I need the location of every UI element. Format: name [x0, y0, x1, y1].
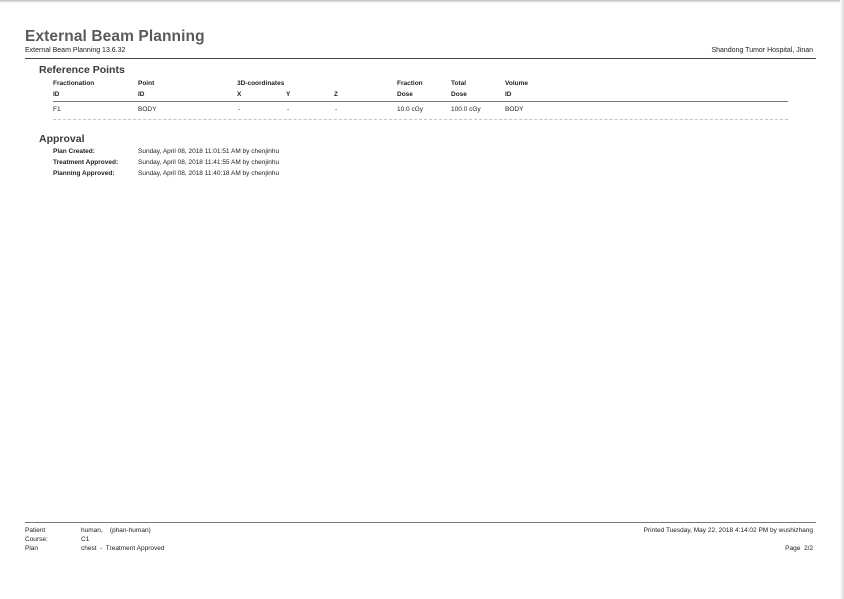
table-header-divider	[53, 101, 788, 102]
course-value: C1	[81, 536, 90, 543]
footer-divider	[25, 522, 816, 523]
plan-label: Plan	[25, 545, 39, 552]
plan-created-label: Plan Created:	[53, 148, 95, 155]
hospital-name: Shandong Tumor Hospital, Jinan	[711, 47, 813, 54]
reference-points-title: Reference Points	[39, 64, 125, 76]
col-fraction-dose-header: Fraction Dose	[397, 80, 423, 98]
col-x-header: X	[237, 91, 242, 98]
planning-approved-label: Planning Approved:	[53, 170, 115, 177]
header-divider	[25, 58, 816, 59]
document-title: External Beam Planning	[25, 28, 205, 45]
table-row-divider	[53, 119, 788, 120]
cell-fraction-dose: 10.0 cGy	[397, 106, 424, 113]
treatment-approved-value: Sunday, April 08, 2018 11:41:55 AM by chenjinhu	[138, 159, 280, 166]
plan-value: chest - Treatment Approved	[81, 545, 165, 552]
cell-x: -	[238, 106, 241, 113]
treatment-approved-label: Treatment Approved:	[53, 159, 119, 166]
col-y-header: Y	[286, 91, 291, 98]
printed-info: Printed Tuesday, May 22, 2018 4:14:02 PM by wushizhang	[643, 527, 813, 534]
col-fractionation-header: Fractionation ID	[53, 80, 95, 98]
page-right-edge	[840, 0, 844, 599]
planning-approved-value: Sunday, April 08, 2018 11:40:18 AM by chenjinhu	[138, 170, 280, 177]
cell-fractionation: F1	[53, 106, 61, 113]
course-label: Course:	[25, 536, 48, 543]
document-subtitle: External Beam Planning 13.6.32	[25, 47, 126, 54]
cell-point: BODY	[138, 106, 157, 113]
col-z-header: Z	[334, 91, 338, 98]
page-top-edge	[0, 0, 844, 3]
col-total-dose-header: Total Dose	[451, 80, 467, 98]
approval-title: Approval	[39, 133, 85, 145]
patient-value: human, (phan-human)	[81, 527, 151, 534]
patient-label: Patient	[25, 527, 46, 534]
cell-z: -	[335, 106, 338, 113]
cell-total-dose: 100.0 cGy	[451, 106, 481, 113]
col-volume-header: Volume ID	[505, 80, 528, 98]
plan-created-value: Sunday, April 08, 2018 11:01:51 AM by chenjinhu	[138, 148, 280, 155]
col-point-header: Point ID	[138, 80, 155, 98]
page-number: Page 2/2	[785, 545, 813, 552]
cell-y: -	[287, 106, 290, 113]
cell-volume: BODY	[505, 106, 524, 113]
col-3d-coordinates-header: 3D-coordinates	[237, 80, 285, 87]
